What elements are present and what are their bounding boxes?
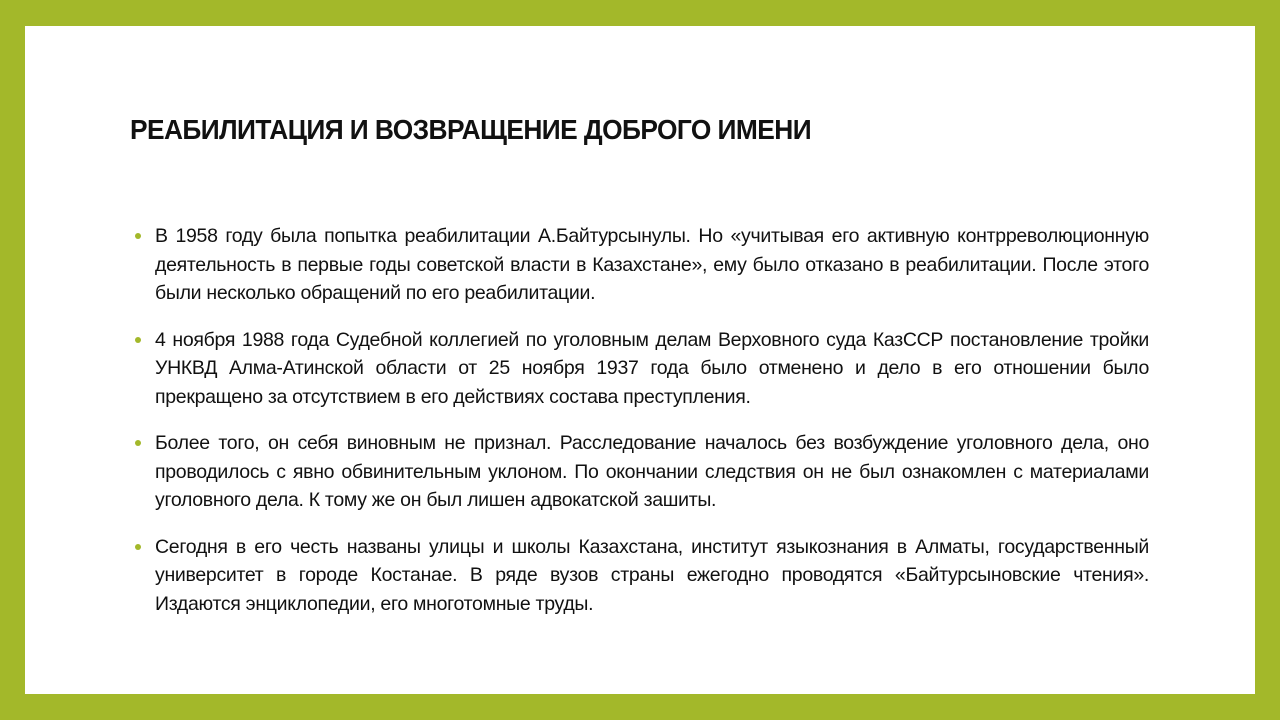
bullet-text: 4 ноября 1988 года Судебной коллегией по уголовным делам Верховного суда КазССР постановление тройки УНКВД Алма-Атинской области от 25 ноября 1937 года было отменено и дело в его отношении было прекращено за отсутствием в его действиях состава преступления. [155, 328, 1149, 408]
bullet-dot-icon [135, 337, 141, 343]
bullet-item [133, 533, 1149, 619]
bullet-list [133, 222, 1149, 636]
bullet-item [133, 326, 1149, 412]
slide [25, 26, 1255, 694]
bullet-dot-icon [135, 544, 141, 550]
slide-title: РЕАБИЛИТАЦИЯ И ВОЗВРАЩЕНИЕ ДОБРОГО ИМЕНИ [130, 114, 812, 145]
bullet-item [133, 429, 1149, 515]
bullet-item [133, 222, 1149, 308]
bullet-text: В 1958 году была попытка реабилитации А.Байтурсынулы. Но «учитывая его активную контрреволюционную деятельность в первые годы советской власти в Казахстане», ему было отказано в реабилитации. После этого были несколько обращений по его реабилитации. [155, 225, 1149, 304]
bullet-text: Более того, он себя виновным не признал. Расследование началось без возбуждение уголовного дела, оно проводилось с явно обвинительным уклоном. По окончании следствия он не был ознакомлен с материалами уголовного дела. К тому же он был лишен адвокатской зашиты. [155, 432, 1149, 511]
bullet-dot-icon [135, 440, 141, 446]
bullet-dot-icon [135, 233, 141, 239]
bullet-text: Сегодня в его честь названы улицы и школы Казахстана, институт языкознания в Алматы, государственный университет в городе Костанае. В ряде вузов страны ежегодно проводятся «Байтурсыновские чтения». Издаются энциклопедии, его многотомные труды. [155, 535, 1149, 615]
